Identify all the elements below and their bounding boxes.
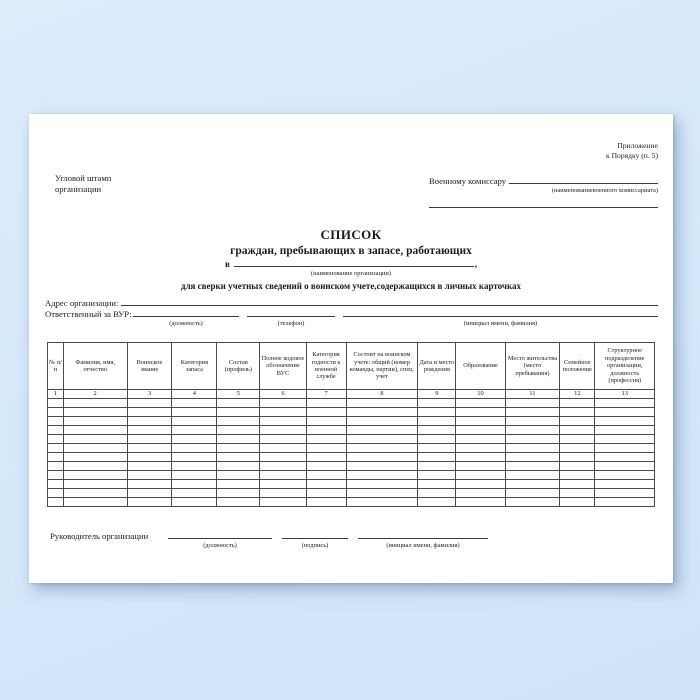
empty-cell: [456, 407, 505, 416]
column-number: 6: [260, 390, 306, 399]
empty-cell: [346, 497, 418, 506]
form-title: СПИСОК: [320, 227, 382, 242]
empty-cell: [306, 470, 346, 479]
column-number: 4: [172, 390, 217, 399]
empty-cell: [260, 488, 306, 497]
empty-cell: [505, 416, 560, 425]
trailing-comma: ,: [474, 259, 478, 269]
empty-cell: [560, 398, 595, 407]
empty-cell: [418, 416, 456, 425]
empty-cell: [217, 416, 260, 425]
form-purpose: для сверки учетных сведений о воинском учете,содержащихся в личных карточках: [180, 281, 522, 291]
empty-cell: [217, 461, 260, 470]
address-fill-line: [121, 305, 658, 306]
table-row: [48, 407, 655, 416]
in-prefix: в: [224, 259, 230, 269]
empty-cell: [595, 488, 655, 497]
empty-cell: [172, 407, 217, 416]
empty-cell: [217, 488, 260, 497]
empty-cell: [260, 497, 306, 506]
empty-cell: [456, 461, 505, 470]
empty-cell: [418, 470, 456, 479]
empty-cell: [306, 452, 346, 461]
column-header-8: Состоит на воинском учете: общий (номер команды, партии), спец. учет: [346, 343, 418, 390]
empty-cell: [48, 443, 64, 452]
signature-name-line: [358, 537, 488, 539]
roster-table-body: [48, 390, 655, 507]
roster-table-head: [48, 343, 655, 390]
column-header-4: Категория запаса: [172, 343, 217, 390]
empty-cell: [560, 452, 595, 461]
column-number: 2: [63, 390, 127, 399]
empty-cell: [418, 452, 456, 461]
empty-cell: [260, 452, 306, 461]
empty-cell: [418, 488, 456, 497]
table-row: [48, 416, 655, 425]
empty-cell: [127, 488, 172, 497]
empty-cell: [306, 416, 346, 425]
corner-stamp-note: [55, 173, 111, 196]
column-number: 5: [217, 390, 260, 399]
column-header-3: Воинское звание: [127, 343, 172, 390]
empty-cell: [127, 470, 172, 479]
empty-cell: [260, 479, 306, 488]
table-row: [48, 479, 655, 488]
empty-cell: [346, 443, 418, 452]
empty-cell: [560, 470, 595, 479]
column-header-7: Категория годности к военной службе: [306, 343, 346, 390]
empty-cell: [456, 470, 505, 479]
column-header-13: Структурное подразделение организации, должность (профессия): [595, 343, 655, 390]
column-number: 13: [595, 390, 655, 399]
empty-cell: [456, 452, 505, 461]
empty-cell: [127, 443, 172, 452]
empty-cell: [346, 425, 418, 434]
empty-cell: [48, 497, 64, 506]
signature-row: [50, 531, 488, 549]
signature-position-line: [168, 537, 272, 539]
empty-cell: [346, 398, 418, 407]
column-header-2: Фамилия, имя, отчество: [63, 343, 127, 390]
table-row: [48, 425, 655, 434]
responsible-label: Ответственный за ВУР:: [45, 309, 132, 319]
empty-cell: [217, 443, 260, 452]
column-number: 12: [560, 390, 595, 399]
empty-cell: [505, 470, 560, 479]
empty-cell: [560, 416, 595, 425]
empty-cell: [595, 407, 655, 416]
table-row: [48, 470, 655, 479]
empty-cell: [172, 416, 217, 425]
commissar-label: Военному комиссару: [429, 176, 507, 186]
empty-cell: [560, 443, 595, 452]
column-header-11: Место жительства (место пребывания): [505, 343, 560, 390]
empty-cell: [505, 425, 560, 434]
empty-cell: [505, 488, 560, 497]
empty-cell: [418, 407, 456, 416]
empty-cell: [595, 398, 655, 407]
responsible-phone-line: [247, 315, 335, 317]
empty-cell: [260, 407, 306, 416]
signature-name-caption: (инициал имени, фамилия): [386, 542, 460, 549]
form-page: [29, 114, 673, 583]
empty-cell: [217, 452, 260, 461]
empty-cell: [306, 434, 346, 443]
empty-cell: [456, 434, 505, 443]
empty-cell: [127, 461, 172, 470]
empty-cell: [505, 497, 560, 506]
empty-cell: [456, 479, 505, 488]
table-row: [48, 461, 655, 470]
empty-cell: [456, 443, 505, 452]
empty-cell: [172, 461, 217, 470]
empty-cell: [172, 470, 217, 479]
column-number-row: [48, 390, 655, 399]
organization-name-line: [29, 259, 673, 269]
empty-cell: [63, 497, 127, 506]
empty-cell: [260, 470, 306, 479]
empty-cell: [346, 416, 418, 425]
empty-cell: [172, 425, 217, 434]
commissar-fill-line-2: [429, 207, 658, 208]
empty-cell: [456, 398, 505, 407]
empty-cell: [172, 497, 217, 506]
column-number: 10: [456, 390, 505, 399]
empty-cell: [418, 398, 456, 407]
empty-cell: [505, 479, 560, 488]
empty-cell: [418, 479, 456, 488]
column-number: 1: [48, 390, 64, 399]
empty-cell: [260, 425, 306, 434]
responsible-name-line: [343, 315, 658, 317]
empty-cell: [505, 461, 560, 470]
form-subtitle: граждан, пребывающих в запасе, работающих: [230, 245, 472, 257]
stamp-line-1: Угловой штамп: [55, 173, 112, 183]
head-of-organization-label: Руководитель организации: [50, 531, 149, 541]
empty-cell: [456, 497, 505, 506]
empty-cell: [418, 461, 456, 470]
responsible-position-line: [133, 315, 239, 317]
empty-cell: [217, 425, 260, 434]
empty-cell: [306, 443, 346, 452]
empty-cell: [505, 407, 560, 416]
empty-cell: [306, 497, 346, 506]
column-header-1: № п/п: [48, 343, 64, 390]
empty-cell: [346, 488, 418, 497]
table-row: [48, 488, 655, 497]
empty-cell: [48, 470, 64, 479]
empty-cell: [260, 416, 306, 425]
empty-cell: [217, 407, 260, 416]
empty-cell: [48, 407, 64, 416]
column-header-5: Состав (профиль): [217, 343, 260, 390]
column-header-12: Семейное положение: [560, 343, 595, 390]
empty-cell: [48, 416, 64, 425]
empty-cell: [456, 488, 505, 497]
stamp-line-2: организации: [55, 184, 102, 195]
column-number: 8: [346, 390, 418, 399]
empty-cell: [217, 434, 260, 443]
empty-cell: [306, 398, 346, 407]
empty-cell: [48, 398, 64, 407]
empty-cell: [260, 434, 306, 443]
empty-cell: [260, 398, 306, 407]
signature-sign-line: [282, 537, 348, 539]
organization-name-caption: (наименование организации): [310, 270, 392, 277]
empty-cell: [595, 452, 655, 461]
column-number: 9: [418, 390, 456, 399]
table-row: [48, 398, 655, 407]
empty-cell: [418, 434, 456, 443]
signature-position-caption: (должность): [203, 542, 237, 549]
empty-cell: [172, 398, 217, 407]
responsible-name-caption: (инициал имени, фамилия): [463, 320, 538, 327]
empty-cell: [172, 479, 217, 488]
empty-cell: [505, 452, 560, 461]
empty-cell: [63, 452, 127, 461]
signature-sign-caption: (подпись): [301, 542, 329, 549]
empty-cell: [560, 497, 595, 506]
commissar-block: [429, 176, 658, 208]
empty-cell: [306, 461, 346, 470]
empty-cell: [48, 452, 64, 461]
commissar-sublabel: (наименованиевоенного комиссариата): [551, 187, 658, 194]
empty-cell: [595, 443, 655, 452]
empty-cell: [505, 443, 560, 452]
empty-cell: [595, 479, 655, 488]
table-row: [48, 443, 655, 452]
empty-cell: [127, 416, 172, 425]
empty-cell: [63, 407, 127, 416]
empty-cell: [48, 461, 64, 470]
empty-cell: [48, 488, 64, 497]
empty-cell: [560, 488, 595, 497]
empty-cell: [418, 497, 456, 506]
table-row: [48, 434, 655, 443]
responsible-row: [45, 309, 658, 327]
empty-cell: [127, 425, 172, 434]
empty-cell: [217, 479, 260, 488]
empty-cell: [217, 398, 260, 407]
empty-cell: [63, 398, 127, 407]
empty-cell: [63, 443, 127, 452]
empty-cell: [306, 479, 346, 488]
appendix-note: [606, 141, 658, 161]
empty-cell: [346, 470, 418, 479]
address-label: Адрес организации:: [45, 298, 119, 308]
table-row: [48, 452, 655, 461]
empty-cell: [63, 425, 127, 434]
empty-cell: [595, 425, 655, 434]
empty-cell: [63, 488, 127, 497]
empty-cell: [63, 416, 127, 425]
empty-cell: [48, 479, 64, 488]
empty-cell: [505, 434, 560, 443]
empty-cell: [127, 452, 172, 461]
empty-cell: [172, 434, 217, 443]
empty-cell: [306, 407, 346, 416]
empty-cell: [595, 497, 655, 506]
empty-cell: [48, 425, 64, 434]
empty-cell: [127, 407, 172, 416]
empty-cell: [260, 443, 306, 452]
empty-cell: [217, 470, 260, 479]
empty-cell: [63, 470, 127, 479]
empty-cell: [217, 497, 260, 506]
empty-cell: [456, 416, 505, 425]
empty-cell: [418, 425, 456, 434]
empty-cell: [260, 461, 306, 470]
empty-cell: [63, 461, 127, 470]
column-number: 7: [306, 390, 346, 399]
empty-cell: [560, 479, 595, 488]
empty-cell: [172, 443, 217, 452]
organization-fill-line: [234, 266, 474, 267]
empty-cell: [127, 434, 172, 443]
roster-table: [47, 342, 655, 507]
empty-cell: [560, 425, 595, 434]
empty-cell: [505, 398, 560, 407]
empty-cell: [48, 434, 64, 443]
empty-cell: [346, 479, 418, 488]
column-number: 3: [127, 390, 172, 399]
empty-cell: [346, 407, 418, 416]
empty-cell: [306, 425, 346, 434]
empty-cell: [346, 434, 418, 443]
column-number: 11: [505, 390, 560, 399]
empty-cell: [346, 461, 418, 470]
empty-cell: [560, 407, 595, 416]
commissar-fill-line: [509, 183, 658, 184]
empty-cell: [172, 488, 217, 497]
empty-cell: [595, 416, 655, 425]
empty-cell: [63, 479, 127, 488]
empty-cell: [456, 425, 505, 434]
empty-cell: [418, 443, 456, 452]
appendix-line-2: к Порядку (п. 5): [605, 150, 658, 160]
empty-cell: [172, 452, 217, 461]
empty-cell: [560, 434, 595, 443]
empty-cell: [127, 497, 172, 506]
empty-cell: [127, 398, 172, 407]
empty-cell: [127, 479, 172, 488]
column-header-6: Полное кодовое обозначение ВУС: [260, 343, 306, 390]
empty-cell: [560, 461, 595, 470]
empty-cell: [595, 434, 655, 443]
empty-cell: [346, 452, 418, 461]
responsible-phone-caption: (телефон): [277, 320, 305, 327]
responsible-position-caption: (должность): [169, 320, 203, 327]
column-header-9: Дата и место рождения: [418, 343, 456, 390]
address-row: [45, 298, 658, 308]
empty-cell: [306, 488, 346, 497]
empty-cell: [63, 434, 127, 443]
appendix-line-1: Приложение: [617, 141, 658, 150]
empty-cell: [595, 470, 655, 479]
column-header-10: Образование: [456, 343, 505, 390]
table-row: [48, 497, 655, 506]
empty-cell: [595, 461, 655, 470]
title-block: [29, 227, 673, 291]
